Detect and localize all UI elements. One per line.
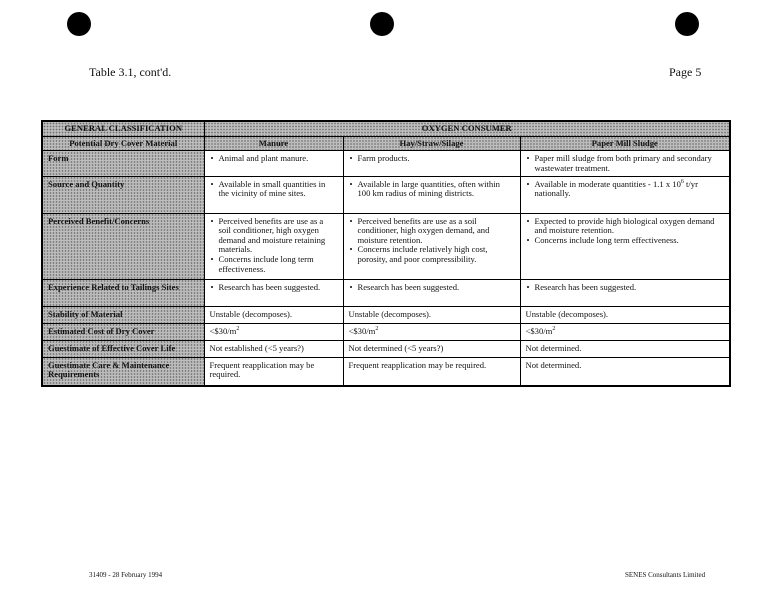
cell-benefit-hay: • Perceived benefits are use as a soil conditioner, high oxygen demand, and moisture retention. • Concerns include relatively high cost, porosity, and poor compressibility. <box>343 213 520 279</box>
cell-source-sludge: • Available in moderate quantities - 1.1 x $10^6$ t/yr nationally. <box>520 176 730 213</box>
classification-table <box>41 120 731 387</box>
binder-hole-left <box>67 12 91 36</box>
row-label-life: Guestimate of Effective Cover Life <box>42 340 204 357</box>
column-header-hay: Hay/Straw/Silage <box>343 136 520 151</box>
general-classification-header: GENERAL CLASSIFICATION <box>42 121 204 136</box>
cell-stability-hay: Unstable (decomposes). <box>343 306 520 323</box>
header-row-classification <box>42 121 730 136</box>
cell-care-manure: Frequent reapplication may be required. <box>204 357 343 386</box>
cell-benefit-manure: • Perceived benefits are use as a soil conditioner, high oxygen demand and moisture retaining materials. • Concerns include long term effectiveness. <box>204 213 343 279</box>
table-row-form <box>42 151 730 176</box>
footer-company: SENES Consultants Limited <box>625 571 706 579</box>
cell-cost-manure: $<\$30/m^2$ <box>204 323 343 340</box>
binder-hole-center <box>370 12 394 36</box>
column-header-sludge: Paper Mill Sludge <box>520 136 730 151</box>
table-row-life <box>42 340 730 357</box>
cell-care-hay: Frequent reapplication may be required. <box>343 357 520 386</box>
cell-cost-sludge: $<\$30/m^2$ <box>520 323 730 340</box>
table-row-source <box>42 176 730 213</box>
table-row-benefit <box>42 213 730 279</box>
header-row-materials <box>42 136 730 151</box>
cell-form-sludge: • Paper mill sludge from both primary and secondary wastewater treatment. <box>520 151 730 176</box>
row-label-care: Guestimate Care & Maintenance Requirements <box>42 357 204 386</box>
table-row-cost <box>42 323 730 340</box>
footer-doc-id: 31409 - 28 February 1994 <box>89 571 163 579</box>
row-label-benefit: Perceived Benefit/Concerns <box>42 213 204 279</box>
cell-form-manure: • Animal and plant manure. <box>204 151 343 176</box>
table-label: Table 3.1, cont'd. <box>89 65 172 79</box>
cell-experience-manure: • Research has been suggested. <box>204 279 343 306</box>
cell-experience-sludge: • Research has been suggested. <box>520 279 730 306</box>
cell-experience-hay: • Research has been suggested. <box>343 279 520 306</box>
cell-life-hay: Not determined (<5 years?) <box>343 340 520 357</box>
cell-stability-sludge: Unstable (decomposes). <box>520 306 730 323</box>
cell-life-manure: Not established (<5 years?) <box>204 340 343 357</box>
material-header: Potential Dry Cover Material <box>42 136 204 151</box>
page-number: Page 5 <box>669 65 702 79</box>
row-label-stability: Stability of Material <box>42 306 204 323</box>
cell-care-sludge: Not determined. <box>520 357 730 386</box>
binder-hole-right <box>675 12 699 36</box>
table-row-care <box>42 357 730 386</box>
cell-benefit-sludge: • Expected to provide high biological oxygen demand and moisture retention. • Concerns include long term effectiveness. <box>520 213 730 279</box>
column-header-manure: Manure <box>204 136 343 151</box>
cell-source-hay: • Available in large quantities, often within 100 km radius of mining districts. <box>343 176 520 213</box>
oxygen-consumer-header: OXYGEN CONSUMER <box>204 121 730 136</box>
cell-form-hay: • Farm products. <box>343 151 520 176</box>
table-row-stability <box>42 306 730 323</box>
row-label-cost: Estimated Cost of Dry Cover <box>42 323 204 340</box>
cell-life-sludge: Not determined. <box>520 340 730 357</box>
cell-cost-hay: $<\$30/m^2$ <box>343 323 520 340</box>
row-label-source: Source and Quantity <box>42 176 204 213</box>
cell-source-manure: • Available in small quantities in the vicinity of mine sites. <box>204 176 343 213</box>
row-label-form: Form <box>42 151 204 176</box>
table-row-experience <box>42 279 730 306</box>
cell-stability-manure: Unstable (decomposes). <box>204 306 343 323</box>
row-label-experience: Experience Related to Tailings Sites <box>42 279 204 306</box>
